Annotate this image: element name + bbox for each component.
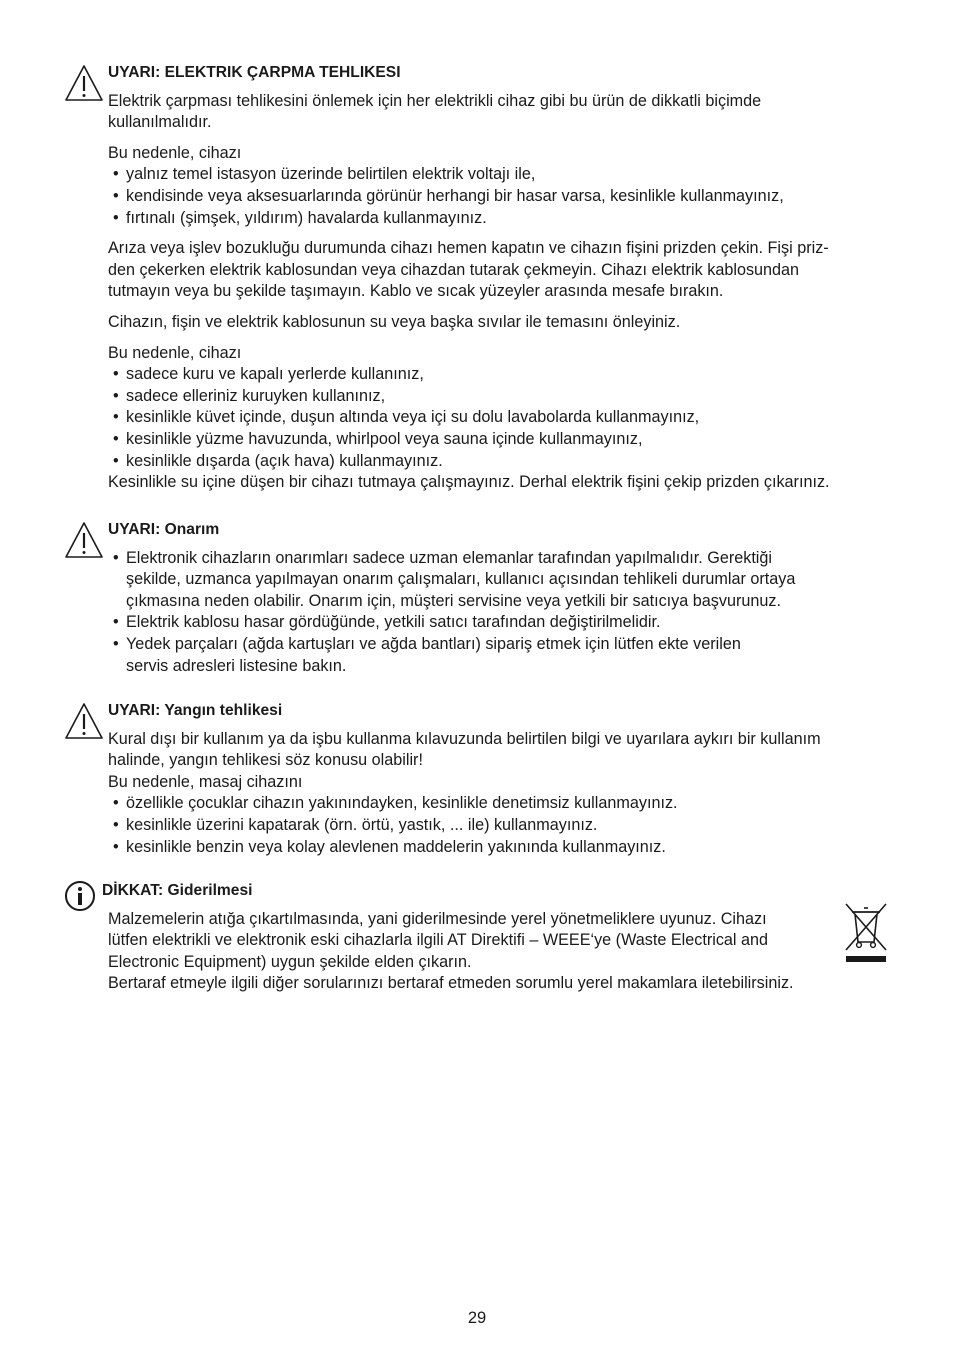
text-line: halinde, yangın tehlikesi söz konusu olabilir! xyxy=(108,751,423,770)
text-line: Malzemelerin atığa çıkartılmasında, yani giderilmesinde yerel yönetmeliklere uyunuz. Cihazı xyxy=(108,909,767,928)
text-line: den çekerken elektrik kablosundan veya cihazdan tutarak çekmeyin. Cihazı elektrik kablosundan xyxy=(108,260,800,279)
info-icon xyxy=(64,880,96,912)
list-item: • fırtınalı (şimşek, yıldırım) havalarda kullanmayınız. xyxy=(108,208,898,230)
bullet-list xyxy=(108,164,898,229)
section-heading: UYARI: Yangın tehlikesi xyxy=(108,702,283,719)
bullet-list xyxy=(108,548,898,678)
lead-text: Bu nedenle, cihazı xyxy=(108,343,242,362)
text-line: çıkmasına neden olabilir. Onarım için, müşteri servisine veya yetkili bir satıcıya başvurunuz. xyxy=(126,591,781,610)
list-item: • kesinlikle küvet içinde, duşun altında veya içi su dolu lavabolarda kullanmayınız, xyxy=(108,407,898,429)
section-heading: UYARI: ELEKTRIK ÇARPMA TEHLIKESI xyxy=(108,64,401,81)
fire-section xyxy=(108,700,898,858)
list-item: • kesinlikle benzin veya kolay alevlenen maddelerin yakınında kullanmayınız. xyxy=(108,837,898,859)
list-item: • özellikle çocuklar cihazın yakınındayken, kesinlikle denetimsiz kullanmayınız. xyxy=(108,793,898,815)
section-heading: DİKKAT: Giderilmesi xyxy=(102,882,253,899)
list-item: • kesinlikle üzerini kapatarak (örn. örtü, yastık, ... ile) kullanmayınız. xyxy=(108,815,898,837)
fault-paragraph xyxy=(108,238,898,303)
warning-triangle-icon xyxy=(64,64,104,102)
intro-text xyxy=(108,91,898,134)
text-line: tutmayın veya bu şekilde taşımayın. Kablo ve sıcak yüzeyler arasında mesafe bırakın. xyxy=(108,282,724,301)
disposal-text xyxy=(108,909,832,995)
disposal-section xyxy=(102,880,832,995)
text-line: Bertaraf etmeyle ilgili diğer sorularınızı bertaraf etmeden sorumlu yerel makamlara iletebilirsiniz. xyxy=(108,974,794,993)
text-line: Elektrik çarpması tehlikesini önlemek için her elektrikli cihaz gibi bu ürün de dikkatli biçimde xyxy=(108,91,762,110)
list-item: • yalnız temel istasyon üzerinde belirtilen elektrik voltajı ile, xyxy=(108,164,898,186)
text-line: • Elektronik cihazların onarımları sadece uzman elemanlar tarafından yapılmalıdır. Gerektiği xyxy=(126,548,773,567)
bullet-list xyxy=(108,793,898,858)
list-item xyxy=(108,548,898,613)
page-number: 29 xyxy=(467,1309,487,1327)
electric-shock-section xyxy=(108,62,898,494)
text-line: servis adresleri listesine bakın. xyxy=(126,656,347,675)
text-line: Arıza veya işlev bozukluğu durumunda cihazı hemen kapatın ve cihazın fişini prizden çekin. Fişi priz- xyxy=(108,239,829,258)
lead-text: Bu nedenle, masaj cihazını xyxy=(108,772,303,791)
list-item: • sadece elleriniz kuruyken kullanınız, xyxy=(108,386,898,408)
text-line: lütfen elektrikli ve elektronik eski cihazlarla ilgili AT Direktifi – WEEE‘ye (Waste Electrical and xyxy=(108,931,769,950)
warning-triangle-icon xyxy=(64,521,104,559)
list-item: • Elektrik kablosu hasar gördüğünde, yetkili satıcı tarafından değiştirilmelidir. xyxy=(108,612,898,634)
text-line: şekilde, uzmanca yapılmayan onarım çalışmaları, kullanıcı açısından tehlikeli durumlar ortaya xyxy=(126,570,796,589)
list-item: • kesinlikle yüzme havuzunda, whirlpool veya sauna içinde kullanmayınız, xyxy=(108,429,898,451)
warning-triangle-icon xyxy=(64,702,104,740)
intro-text xyxy=(108,729,898,772)
bullet-list xyxy=(108,364,898,472)
text-line: Electronic Equipment) uygun şekilde elden çıkarın. xyxy=(108,952,472,971)
crossed-out-wheelie-bin-icon xyxy=(840,902,892,964)
lead-text: Bu nedenle, cihazı xyxy=(108,143,242,162)
list-item: • sadece kuru ve kapalı yerlerde kullanınız, xyxy=(108,364,898,386)
section-heading: UYARI: Onarım xyxy=(108,521,220,538)
text-line: Kural dışı bir kullanım ya da işbu kullanma kılavuzunda belirtilen bilgi ve uyarılara aykırı bir kullanım xyxy=(108,729,821,748)
list-item: • kendisinde veya aksesuarlarında görünür herhangi bir hasar varsa, kesinlikle kullanmayınız, xyxy=(108,186,898,208)
text-line: kullanılmalıdır. xyxy=(108,113,212,132)
repair-section xyxy=(108,519,898,677)
closing-text: Kesinlikle su içine düşen bir cihazı tutmaya çalışmayınız. Derhal elektrik fişini çekip prizden çıkarınız. xyxy=(108,473,830,492)
list-item xyxy=(108,634,898,677)
list-item: • kesinlikle dışarda (açık hava) kullanmayınız. xyxy=(108,451,898,473)
liquid-paragraph: Cihazın, fişin ve elektrik kablosunun su veya başka sıvılar ile temasını önleyiniz. xyxy=(108,312,681,331)
text-line: • Yedek parçaları (ağda kartuşları ve ağda bantları) sipariş etmek için lütfen ekte verilen xyxy=(126,634,741,653)
